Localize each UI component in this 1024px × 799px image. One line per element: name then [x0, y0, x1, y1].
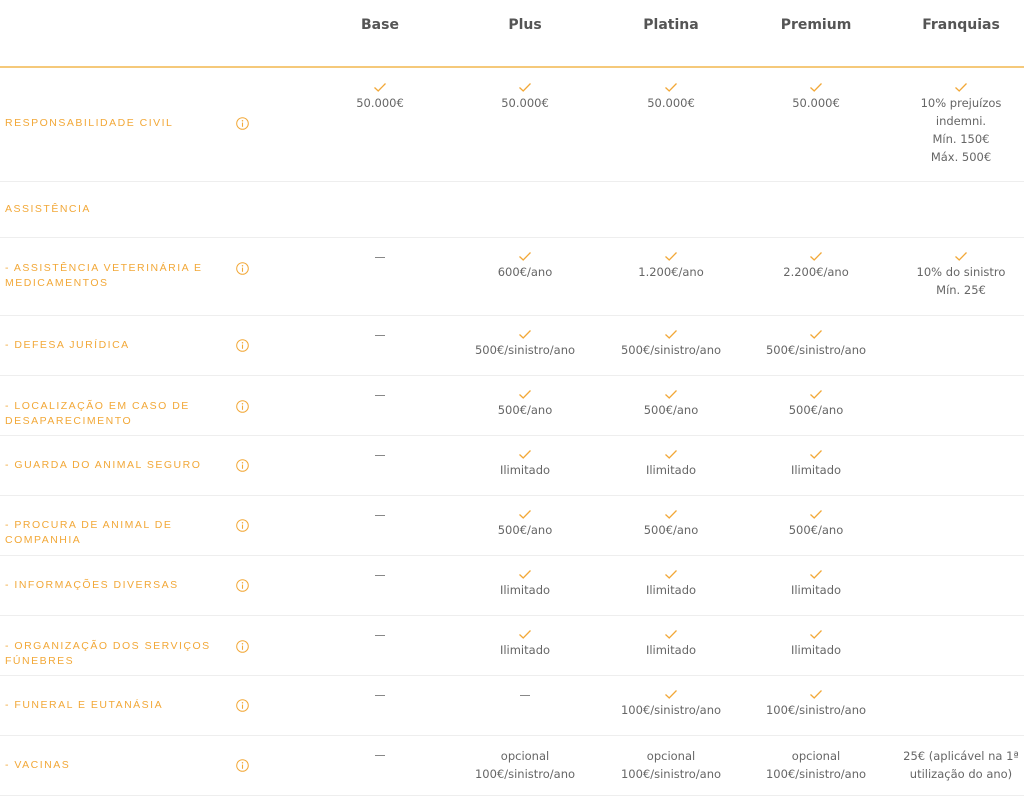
cell-value: Ilimitado — [790, 643, 842, 657]
row-label: ASSISTÊNCIA — [5, 202, 91, 215]
cell-value: 50.000€ — [501, 96, 549, 110]
cell-platina — [598, 629, 744, 659]
row-label: - DEFESA JURÍDICA — [5, 338, 130, 351]
cell-franquias — [888, 251, 1024, 299]
cell-value: Ilimitado — [790, 463, 842, 477]
check-icon — [518, 389, 532, 400]
check-icon — [664, 82, 678, 93]
row-label: - ORGANIZAÇÃO DOS SERVIÇOS FÚNEBRES — [5, 640, 211, 667]
dash-icon — [375, 257, 385, 258]
cell-premium — [743, 329, 889, 359]
check-icon — [518, 329, 532, 340]
table-row-guarda-animal — [0, 435, 1024, 496]
check-icon — [518, 629, 532, 640]
cell-plus — [452, 82, 598, 112]
cell-platina — [598, 449, 744, 479]
cell-plus — [452, 389, 598, 419]
cell-value: 100€/sinistro/ano — [765, 703, 867, 717]
cell-value: 10% prejuízos indemni. Mín. 150€ Máx. 500€ — [920, 96, 1002, 164]
cell-value: 100€/sinistro/ano — [620, 703, 722, 717]
cell-platina — [598, 389, 744, 419]
check-icon — [664, 389, 678, 400]
dash-icon — [375, 455, 385, 456]
plans-header — [0, 0, 1024, 68]
cell-platina — [598, 569, 744, 599]
check-icon — [373, 82, 387, 93]
cell-premium — [743, 389, 889, 419]
dash-icon — [375, 575, 385, 576]
row-label: - GUARDA DO ANIMAL SEGURO — [5, 458, 202, 471]
cell-value: Ilimitado — [790, 583, 842, 597]
cell-premium — [743, 629, 889, 659]
dash-icon — [375, 635, 385, 636]
cell-value: Ilimitado — [499, 643, 551, 657]
cell-value: Ilimitado — [645, 643, 697, 657]
dash-icon — [375, 335, 385, 336]
table-row-servicos-funebres — [0, 615, 1024, 676]
cell-premium — [743, 689, 889, 719]
cell-platina — [598, 251, 744, 281]
cell-base — [307, 567, 453, 576]
cell-value: 50.000€ — [792, 96, 840, 110]
table-row-vacinas — [0, 735, 1024, 796]
info-icon[interactable] — [236, 459, 249, 472]
cell-value: 50.000€ — [647, 96, 695, 110]
dash-icon — [520, 695, 530, 696]
cell-platina — [598, 747, 744, 783]
check-icon — [518, 509, 532, 520]
info-icon[interactable] — [236, 339, 249, 352]
cell-value: 25€ (aplicável na 1ª utilização do ano) — [903, 749, 1019, 781]
column-title-platina: Platina — [643, 17, 699, 33]
check-icon — [664, 509, 678, 520]
cell-base — [307, 687, 453, 696]
cell-value: 500€/sinistro/ano — [474, 343, 576, 357]
table-row-funeral-eutanasia — [0, 675, 1024, 736]
check-icon — [518, 449, 532, 460]
dash-icon — [375, 395, 385, 396]
info-icon[interactable] — [236, 699, 249, 712]
column-title-base: Base — [361, 17, 399, 33]
cell-platina — [598, 82, 744, 112]
cell-base — [307, 747, 453, 756]
cell-value: 1.200€/ano — [638, 265, 704, 279]
cell-platina — [598, 329, 744, 359]
table-row-defesa-juridica — [0, 315, 1024, 376]
table-row-localizacao-desaparecimento — [0, 375, 1024, 436]
cell-premium — [743, 569, 889, 599]
check-icon — [809, 251, 823, 262]
row-label: - INFORMAÇÕES DIVERSAS — [5, 578, 179, 591]
cell-premium — [743, 509, 889, 539]
cell-base — [307, 387, 453, 396]
cell-premium — [743, 251, 889, 281]
cell-plus — [452, 251, 598, 281]
info-icon[interactable] — [236, 579, 249, 592]
cell-value: 500€/ano — [788, 523, 844, 537]
check-icon — [809, 329, 823, 340]
cell-plus — [452, 569, 598, 599]
table-row-assistencia — [0, 181, 1024, 238]
row-label: - FUNERAL E EUTANÁSIA — [5, 698, 164, 711]
info-icon[interactable] — [236, 759, 249, 772]
check-icon — [664, 251, 678, 262]
row-label: RESPONSABILIDADE CIVIL — [5, 117, 174, 129]
cell-value: Ilimitado — [499, 463, 551, 477]
check-icon — [664, 569, 678, 580]
cell-value: Ilimitado — [645, 583, 697, 597]
cell-base — [307, 82, 453, 112]
row-label: - ASSISTÊNCIA VETERINÁRIA E MEDICAMENTOS — [5, 262, 203, 289]
check-icon — [664, 629, 678, 640]
check-icon — [809, 449, 823, 460]
check-icon — [518, 251, 532, 262]
cell-value: 500€/ano — [497, 403, 553, 417]
column-title-plus: Plus — [508, 17, 542, 33]
cell-base — [307, 447, 453, 456]
row-label: - PROCURA DE ANIMAL DE COMPANHIA — [5, 518, 173, 546]
cell-premium — [743, 82, 889, 112]
cell-platina — [598, 689, 744, 719]
cell-value: opcional 100€/sinistro/ano — [765, 749, 867, 781]
cell-value: 10% do sinistro Mín. 25€ — [916, 265, 1006, 297]
cell-value: 50.000€ — [356, 96, 404, 110]
cell-value: 500€/ano — [788, 403, 844, 417]
table-row-procura-animal — [0, 495, 1024, 556]
cell-franquias — [888, 747, 1024, 783]
dash-icon — [375, 695, 385, 696]
check-icon — [954, 251, 968, 262]
row-label: - VACINAS — [5, 758, 71, 771]
info-icon[interactable] — [236, 400, 249, 413]
cell-value: 2.200€/ano — [783, 265, 849, 279]
cell-premium — [743, 747, 889, 783]
column-title-premium: Premium — [780, 17, 852, 33]
cell-value: 500€/sinistro/ano — [765, 343, 867, 357]
table-row-responsabilidade-civil — [0, 68, 1024, 182]
cell-franquias — [888, 82, 1024, 166]
cell-value: 500€/ano — [643, 403, 699, 417]
dash-icon — [375, 755, 385, 756]
cell-base — [307, 627, 453, 636]
row-label: - LOCALIZAÇÃO EM CASO DE DESAPARECIMENTO — [5, 400, 190, 427]
cell-base — [307, 507, 453, 516]
check-icon — [954, 82, 968, 93]
cell-premium — [743, 449, 889, 479]
cell-value: Ilimitado — [499, 583, 551, 597]
table-row-informacoes-diversas — [0, 555, 1024, 616]
cell-plus — [452, 329, 598, 359]
check-icon — [518, 82, 532, 93]
cell-value: opcional 100€/sinistro/ano — [474, 749, 576, 781]
cell-base — [307, 249, 453, 258]
check-icon — [809, 569, 823, 580]
cell-plus — [452, 747, 598, 783]
check-icon — [664, 449, 678, 460]
info-icon[interactable] — [236, 640, 249, 653]
check-icon — [664, 329, 678, 340]
check-icon — [809, 389, 823, 400]
cell-plus — [452, 449, 598, 479]
info-icon[interactable] — [236, 262, 249, 275]
check-icon — [809, 509, 823, 520]
dash-icon — [375, 515, 385, 516]
cell-base — [307, 327, 453, 336]
cell-value: 500€/ano — [643, 523, 699, 537]
cell-value: 500€/ano — [497, 523, 553, 537]
check-icon — [809, 629, 823, 640]
check-icon — [809, 82, 823, 93]
cell-plus — [452, 629, 598, 659]
column-title-franquias: Franquias — [922, 17, 1000, 33]
cell-value: Ilimitado — [645, 463, 697, 477]
cell-value: 600€/ano — [497, 265, 553, 279]
cell-plus — [452, 687, 598, 696]
cell-plus — [452, 509, 598, 539]
cell-value: opcional 100€/sinistro/ano — [620, 749, 722, 781]
info-icon[interactable] — [236, 519, 249, 532]
info-icon[interactable] — [236, 117, 249, 130]
cell-platina — [598, 509, 744, 539]
cell-value: 500€/sinistro/ano — [620, 343, 722, 357]
check-icon — [664, 689, 678, 700]
check-icon — [518, 569, 532, 580]
check-icon — [809, 689, 823, 700]
table-row-assistencia-veterinaria — [0, 237, 1024, 316]
